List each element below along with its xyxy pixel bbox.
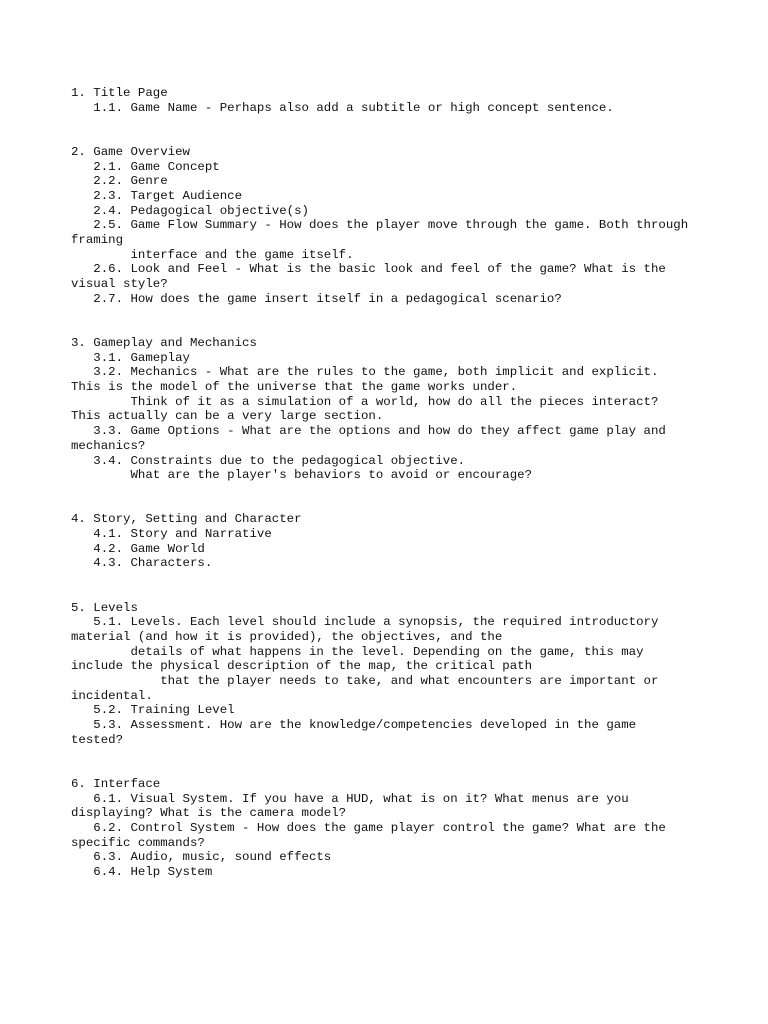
outline-line: 6.3. Audio, music, sound effects [71, 850, 332, 865]
section-heading: 6. Interface [71, 776, 161, 791]
outline-line: 2.6. Look and Feel - What is the basic look and feel of the game? What is the [71, 262, 666, 277]
section-heading: 3. Gameplay and Mechanics [71, 335, 257, 350]
outline-line: 5.2. Training Level [71, 703, 235, 718]
outline-line: What are the player's behaviors to avoid or encourage? [71, 468, 533, 483]
outline-line: 2.1. Game Concept [71, 159, 220, 174]
section-spacer [71, 748, 721, 777]
outline-line: 4.2. Game World [71, 541, 205, 556]
outline-line: incidental. [71, 688, 153, 703]
outline-line: This is the model of the universe that the game works under. [71, 380, 518, 395]
outline-line: 6.1. Visual System. If you have a HUD, what is on it? What menus are you [71, 791, 629, 806]
outline-line: 6.2. Control System - How does the game player control the game? What are the [71, 821, 666, 836]
outline-line: framing [71, 233, 124, 248]
section-heading: 1. Title Page [71, 86, 168, 100]
outline-section [71, 601, 721, 748]
outline-line: include the physical description of the map, the critical path [71, 659, 533, 674]
outline-line: 2.2. Genre [71, 174, 168, 189]
outline-line: 4.1. Story and Narrative [71, 527, 272, 542]
outline-line: material (and how it is provided), the objectives, and the [71, 629, 503, 644]
outline-section [71, 512, 721, 571]
outline-line: 3.2. Mechanics - What are the rules to the game, both implicit and explicit. [71, 365, 659, 380]
outline-line: interface and the game itself. [71, 247, 354, 262]
outline-line: 2.3. Target Audience [71, 188, 243, 203]
section-heading: 5. Levels [71, 600, 138, 615]
section-spacer [71, 115, 721, 144]
outline-line: details of what happens in the level. Depending on the game, this may [71, 644, 644, 659]
section-spacer [71, 571, 721, 600]
outline-line: Think of it as a simulation of a world, how do all the pieces interact? [71, 394, 659, 409]
section-spacer [71, 483, 721, 512]
outline-line: 2.7. How does the game insert itself in a pedagogical scenario? [71, 291, 562, 306]
outline-section [71, 336, 721, 483]
outline-line: 5.3. Assessment. How are the knowledge/competencies developed in the game [71, 718, 637, 733]
outline-line: mechanics? [71, 438, 146, 453]
outline-line: 3.4. Constraints due to the pedagogical objective. [71, 453, 466, 468]
document-page [71, 86, 721, 880]
outline-line: 3.1. Gameplay [71, 350, 190, 365]
section-heading: 4. Story, Setting and Character [71, 512, 302, 527]
section-heading: 2. Game Overview [71, 144, 190, 159]
section-spacer [71, 307, 721, 336]
outline-line: 1.1. Game Name - Perhaps also add a subtitle or high concept sentence. [71, 100, 614, 115]
outline-section [71, 86, 721, 115]
outline-line: 6.4. Help System [71, 865, 213, 880]
outline-line: 2.5. Game Flow Summary - How does the player move through the game. Both through [71, 218, 689, 233]
outline-line: specific commands? [71, 835, 205, 850]
outline-section [71, 145, 721, 307]
outline-line: displaying? What is the camera model? [71, 806, 347, 821]
outline-section [71, 777, 721, 880]
outline-line: visual style? [71, 277, 168, 292]
outline-line: tested? [71, 732, 124, 747]
outline-line: 5.1. Levels. Each level should include a synopsis, the required introductory [71, 615, 659, 630]
outline-line: 3.3. Game Options - What are the options and how do they affect game play and [71, 424, 666, 439]
outline-line: 2.4. Pedagogical objective(s) [71, 203, 309, 218]
outline-line: This actually can be a very large section. [71, 409, 384, 424]
outline-line: 4.3. Characters. [71, 556, 213, 571]
outline-line: that the player needs to take, and what encounters are important or [71, 674, 659, 689]
